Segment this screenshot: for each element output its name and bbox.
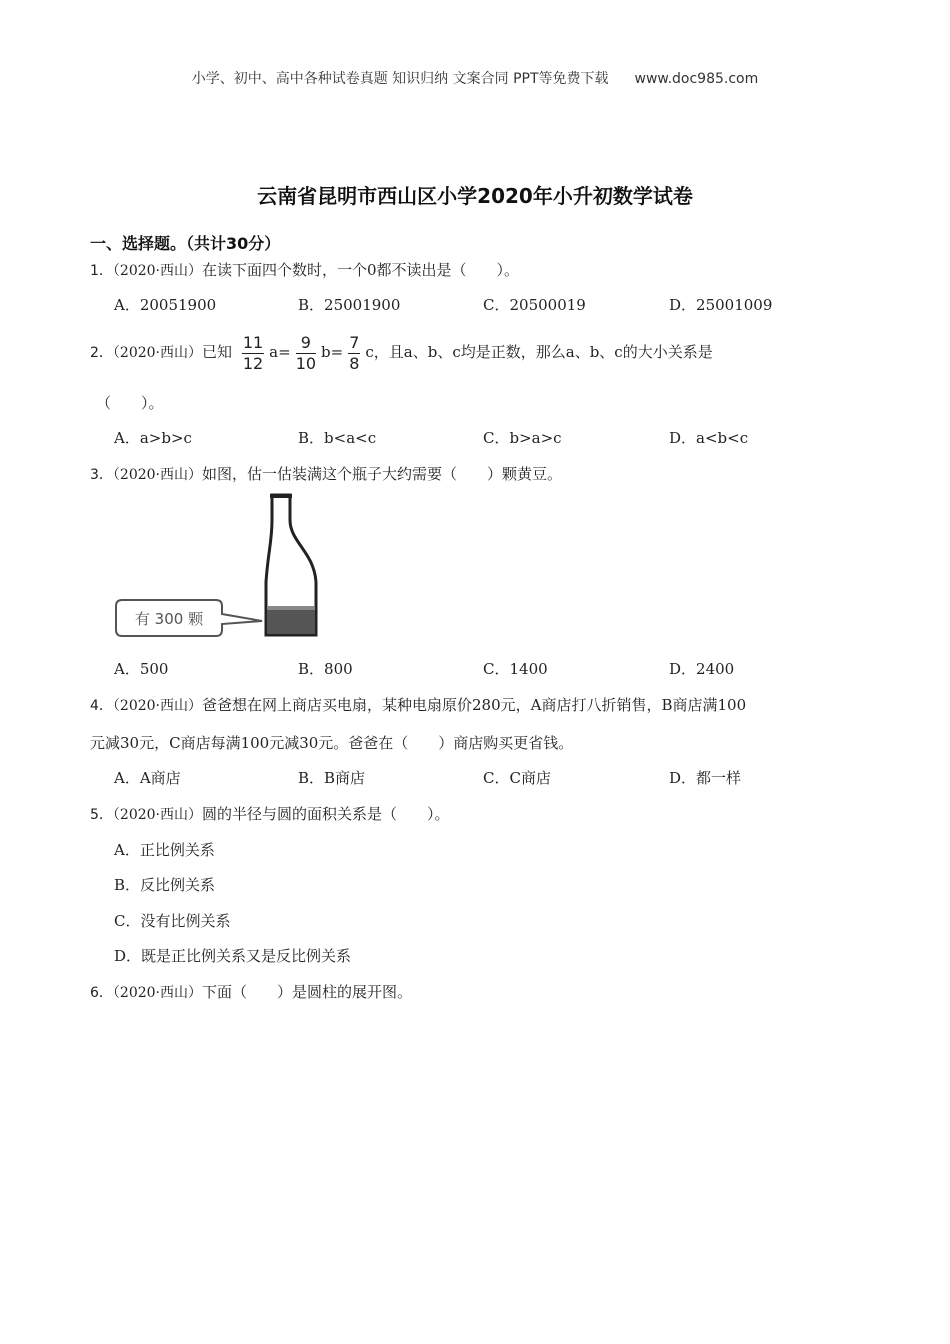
var-b: b=: [321, 343, 344, 361]
question-source: （2020·西山）: [112, 467, 203, 483]
question-number: 5．: [90, 807, 113, 823]
question-text: 下面（ ）是圆柱的展开图。: [202, 983, 413, 1001]
page-title: 云南省昆明市西山区小学2020年小升初数学试卷: [257, 184, 693, 208]
option-5c: C．没有比例关系: [114, 912, 231, 930]
question-1: [90, 259, 519, 280]
option-2d: D．a<b<c: [669, 429, 749, 447]
option-1d: D．25001009: [669, 296, 773, 314]
question-source: （2020·西山）: [112, 698, 203, 714]
question-4-line2: 元减30元，C商店每满100元减30元。爸爸在（ ）商店购买更省钱。: [90, 734, 574, 752]
header-text: 小学、初中、高中各种试卷真题 知识归纳 文案合同 PPT等免费下载: [191, 71, 609, 87]
question-number: 6．: [90, 985, 113, 1001]
question-number: 1．: [90, 263, 113, 279]
fraction-9-10: $\frac{9}{10}$: [295, 332, 317, 373]
option-3b: B．800: [298, 660, 353, 678]
header-url[interactable]: www.doc985.com: [634, 71, 759, 87]
question-text-post: c，且a、b、c均是正数，那么a、b、c的大小关系是: [365, 343, 713, 361]
question-source: （2020·西山）: [112, 807, 203, 823]
question-number: 2．: [90, 345, 113, 361]
section-heading: 一、选择题。（共计30分）: [90, 234, 281, 253]
question-source: （2020·西山）: [112, 345, 203, 361]
question-6: [90, 981, 412, 1002]
question-number: 4．: [90, 698, 113, 714]
question-5: [90, 803, 450, 824]
option-3a: A．500: [114, 660, 169, 678]
fraction-11-12: $\frac{11}{12}$: [242, 332, 264, 373]
option-5b: B．反比例关系: [114, 876, 216, 894]
option-2b: B．b<a<c: [298, 429, 377, 447]
beans-fill: [267, 608, 315, 634]
var-a: a=: [269, 343, 291, 361]
option-4b: B．B商店: [298, 769, 366, 787]
question-3: [90, 463, 562, 484]
question-4: [90, 694, 746, 715]
question-text: 如图，估一估装满这个瓶子大约需要（ ）颗黄豆。: [202, 465, 563, 483]
option-1a: A．20051900: [114, 296, 217, 314]
option-1b: B．25001900: [298, 296, 401, 314]
option-4a: A．A商店: [114, 769, 181, 787]
option-3c: C．1400: [483, 660, 548, 678]
fraction-7-8: $\frac{7}{8}$: [349, 332, 360, 373]
option-2a: A．a>b>c: [114, 429, 192, 447]
option-2c: C．b>a>c: [483, 429, 562, 447]
question-2: [90, 330, 713, 375]
option-4c: C．C商店: [483, 769, 551, 787]
option-1c: C．20500019: [483, 296, 586, 314]
question-text: 在读下面四个数时，一个0都不读出是（ ）。: [202, 261, 520, 279]
page-header: [0, 68, 950, 88]
option-5a: A．正比例关系: [114, 841, 215, 859]
question-text: 圆的半径与圆的面积关系是（ ）。: [202, 805, 450, 823]
question-text-pre: 已知: [202, 343, 233, 361]
option-4d: D．都一样: [669, 769, 742, 787]
option-5d: D．既是正比例关系又是反比例关系: [114, 947, 352, 965]
question-number: 3．: [90, 467, 113, 483]
question-2-line2: （ ）。: [96, 394, 164, 412]
option-3d: D．2400: [669, 660, 735, 678]
question-source: （2020·西山）: [112, 263, 203, 279]
question-source: （2020·西山）: [112, 985, 203, 1001]
bottle-figure: [110, 490, 330, 642]
question-text: 爸爸想在网上商店买电扇，某种电扇原价280元，A商店打八折销售，B商店满100: [202, 696, 747, 714]
bubble-label: 有 300 颗: [134, 610, 204, 628]
